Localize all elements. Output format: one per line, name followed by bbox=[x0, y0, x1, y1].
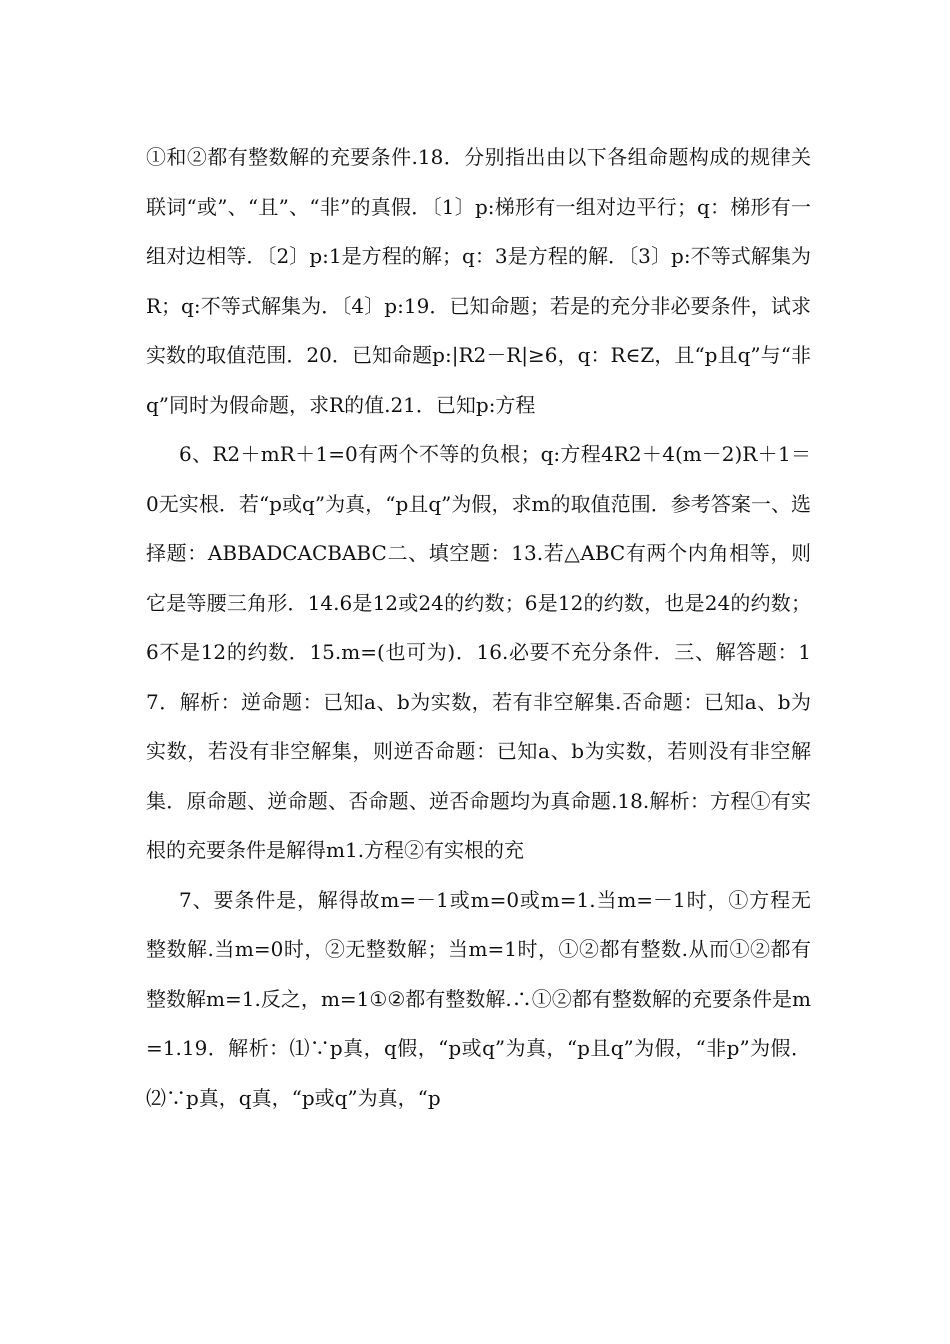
paragraph-2: 6、R2＋mR＋1=0有两个不等的负根；q:方程4R2＋4(m－2)R＋1＝0无实根．若“p或q”为真，“p且q”为假，求m的取值范围．参考答案一、选择题：ABBADCACBABC二、填空题：13.若△ABC有两个内角相等，则它是等腰三角形．14.6是12或24的约数；6是12的约数，也是24的约数；6不是12的约数．15.m=(也可为)．16.必要不充分条件．三、解答题：17．解析：逆命题：已知a、b为实数，若有非空解集.否命题：已知a、b为实数，若没有非空解集，则逆否命题：已知a、b为实数，若则没有非空解集．原命题、逆命题、否命题、逆否命题均为真命题.18.解析：方程①有实根的充要条件是解得m1.方程②有实根的充 bbox=[146, 442, 811, 862]
document-body bbox=[146, 133, 811, 1123]
paragraph-1: ①和②都有整数解的充要条件.18．分别指出由以下各组命题构成的规律关联词“或”、“且”、“非”的真假．〔1〕p:梯形有一组对边平行；q：梯形有一组对边相等．〔2〕p:1是方程的解；q：3是方程的解．〔3〕p:不等式解集为R；q:不等式解集为．〔4〕p:19．已知命题；若是的充分非必要条件，试求实数的取值范围．20．已知命题p:|R2－R|≥6，q：R∈Z，且“p且q”与“非q”同时为假命题，求R的值.21．已知p:方程 bbox=[146, 145, 811, 417]
paragraph-3: 7、要条件是，解得故m=－1或m=0或m=1.当m=－1时，①方程无整数解.当m=0时，②无整数解；当m=1时，①②都有整数.从而①②都有整数解m=1.反之，m=1①②都有整数解.∴①②都有整数解的充要条件是m=1.19．解析：⑴∵p真，q假，“p或q”为真，“p且q”为假，“非p”为假．⑵∵p真，q真，“p或q”为真，“p bbox=[146, 887, 811, 1110]
